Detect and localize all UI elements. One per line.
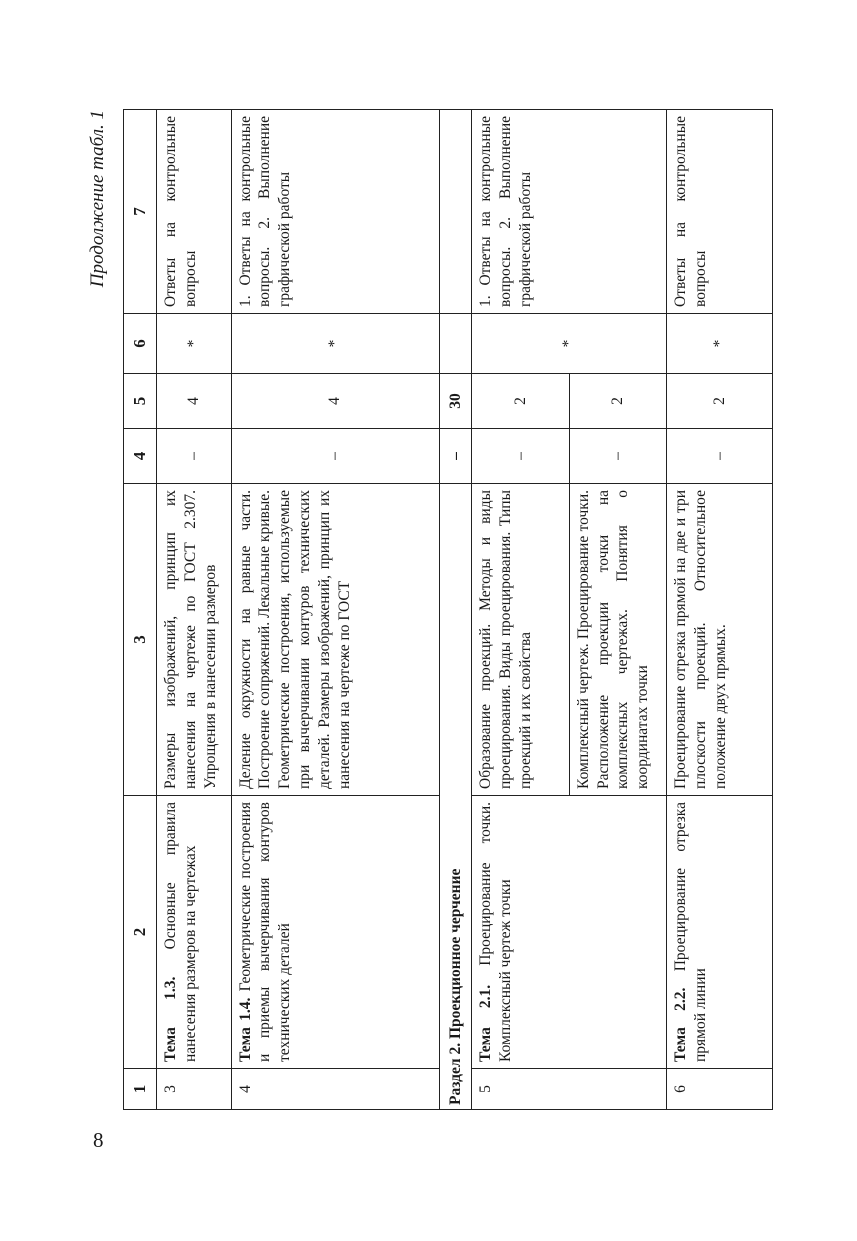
col7-cell: Ответы на контрольные вопросы [667,110,773,314]
header-row [124,110,157,1110]
row-number: 5 [472,1069,667,1110]
header-col-7: 7 [124,110,157,314]
content-cell: Комплексный чертеж. Проецирование точки. Расположение проекции точки на комплексных чертежах. Понятия о координатах точки [569,484,667,796]
col7-cell: 1. Ответы на контрольные вопросы. 2. Выполнение графической работы [231,110,439,314]
table-caption: Продолжение табл. 1 [87,110,108,288]
content-cell: Образование проекций. Методы и виды проецирования. Виды проецирования. Типы проекций и их свойства [472,484,570,796]
topic-cell [231,796,439,1069]
topic-cell [157,796,231,1069]
header-col-5: 5 [124,374,157,429]
col4-cell: – [569,429,667,484]
col7-cell: Ответы на контрольные вопросы [157,110,231,314]
table-row-6 [667,110,773,1110]
topic-label: Тема 2.1. [477,984,495,1062]
topic-label: Тема 1.3. [162,976,180,1062]
col7-cell [439,110,471,314]
topic-cell [667,796,773,1069]
row-number: 3 [157,1069,231,1110]
col5-cell: 4 [231,374,439,429]
topic-text: Геометрические построения и приемы вычерчивания контуров технических деталей [236,802,294,1062]
row-number: 6 [667,1069,773,1110]
table-row-3 [157,110,231,1110]
col5-cell: 30 [439,374,471,429]
content-cell: Проецирование отрезка прямой на две и три плоскости проекций. Относительное положение двух прямых. [667,484,773,796]
col4-cell: – [157,429,231,484]
col4-cell: – [472,429,570,484]
col5-cell: 2 [667,374,773,429]
topic-label: Тема 1.4. [236,997,254,1062]
col6-cell [439,314,471,374]
col5-cell: 4 [157,374,231,429]
col4-cell: – [667,429,773,484]
section-row [439,110,471,1110]
header-col-1: 1 [124,1069,157,1110]
topic-text: Проецирование точки. Комплексный чертеж точки [477,802,514,1062]
header-col-6: 6 [124,314,157,374]
content-cell: Размеры изображений, принцип их нанесения на чертеже по ГОСТ 2.307. Упрощения в нанесении размеров [157,484,231,796]
col6-cell: * [231,314,439,374]
row-number: 4 [231,1069,439,1110]
topic-label: Тема 2.2. [672,987,690,1062]
section-title: Раздел 2. Проекционное черчение [439,484,471,1110]
rotated-table-page [87,110,773,1110]
col5-cell: 2 [472,374,570,429]
col7-cell: 1. Ответы на контрольные вопросы. 2. Выполнение графической работы [472,110,667,314]
col6-cell: * [472,314,667,374]
topic-cell [472,796,667,1069]
curriculum-table [123,109,773,1110]
col6-cell: * [157,314,231,374]
table-row-5 [472,110,570,1110]
header-col-3: 3 [124,484,157,796]
topic-text: Проецирование отрезка прямой линии [672,802,710,1062]
content-cell: Деление окружности на равные части. Построение сопряжений. Лекальные кривые. Геометрические построения, используемые при вычерчивании контуров технических деталей. Размеры изображений, принцип их нанесения на чертеже по ГОСТ [231,484,439,796]
header-col-2: 2 [124,796,157,1069]
col5-cell: 2 [569,374,667,429]
col6-cell: * [667,314,773,374]
table-row-4 [231,110,439,1110]
topic-text: Основные правила нанесения размеров на чертежах [162,802,200,1062]
header-col-4: 4 [124,429,157,484]
col4-cell: – [231,429,439,484]
page-number: 8 [93,1128,104,1152]
col4-cell: – [439,429,471,484]
